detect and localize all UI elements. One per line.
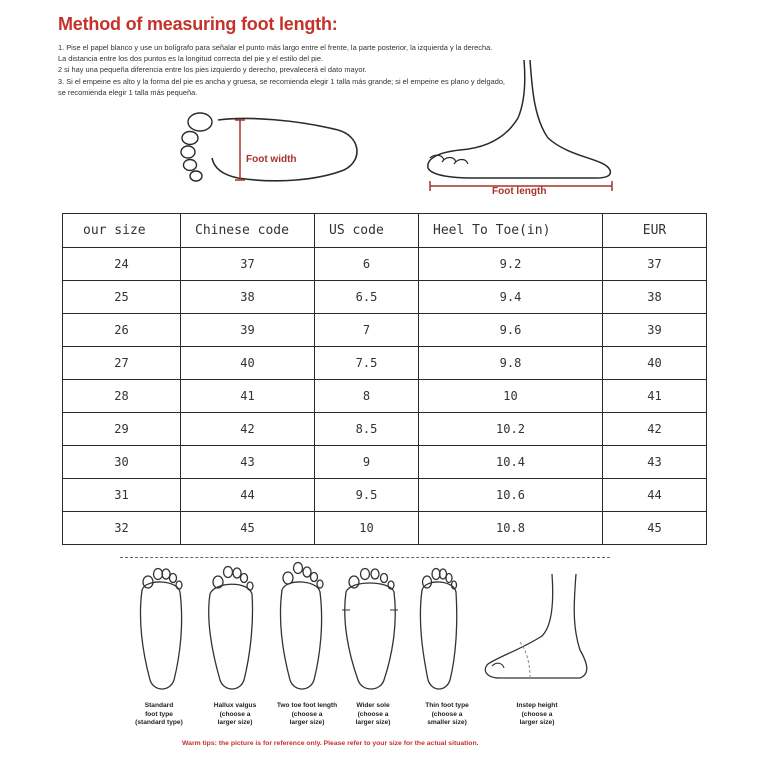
page-title: Method of measuring foot length: bbox=[58, 14, 338, 34]
table-row bbox=[63, 446, 707, 479]
cell-heel-to-toe: 10.2 bbox=[419, 413, 603, 446]
instruction-line: 3. Si el empeine es alto y la forma del pie es ancha y gruesa, se recomienda elegir 1 talla más grande; si el empeine es plano y delgado, bbox=[58, 76, 505, 86]
foot-outline-hallux-valgus bbox=[209, 567, 253, 690]
foot-outline-two-toe bbox=[280, 563, 323, 690]
cell-chinese-code: 38 bbox=[181, 281, 315, 314]
header-us-code: US code bbox=[315, 214, 419, 248]
cell-chinese-code: 41 bbox=[181, 380, 315, 413]
table-row bbox=[63, 380, 707, 413]
foot-type-line: smaller size) bbox=[427, 719, 467, 727]
instruction-line: se recomienda elegir 1 talla más pequeña. bbox=[58, 87, 198, 97]
cell-chinese-code: 45 bbox=[181, 512, 315, 545]
cell-eur: 39 bbox=[603, 314, 707, 347]
cell-our-size: 24 bbox=[63, 248, 181, 281]
foot-type-line: Standard bbox=[144, 702, 174, 709]
cell-our-size: 30 bbox=[63, 446, 181, 479]
foot-type-line: (choose a bbox=[357, 710, 389, 718]
instep-height-illustration bbox=[480, 570, 600, 690]
header-eur: EUR bbox=[603, 214, 707, 248]
cell-us-code: 6 bbox=[315, 248, 419, 281]
cell-eur: 45 bbox=[603, 512, 707, 545]
header-chinese-code: Chinese code bbox=[181, 214, 315, 248]
cell-our-size: 31 bbox=[63, 479, 181, 512]
instruction-line: La distancia entre los dos puntos es la longitud correcta del pie y el estilo del pie. bbox=[58, 54, 323, 64]
table-row bbox=[63, 413, 707, 446]
header-our-size: our size bbox=[63, 214, 181, 248]
cell-chinese-code: 39 bbox=[181, 314, 315, 347]
cell-chinese-code: 37 bbox=[181, 248, 315, 281]
cell-eur: 42 bbox=[603, 413, 707, 446]
foot-type-line: (choose a bbox=[521, 710, 553, 718]
cell-heel-to-toe: 10.6 bbox=[419, 479, 603, 512]
cell-eur: 41 bbox=[603, 380, 707, 413]
cell-us-code: 9 bbox=[315, 446, 419, 479]
cell-us-code: 8 bbox=[315, 380, 419, 413]
cell-chinese-code: 44 bbox=[181, 479, 315, 512]
foot-type-line: foot type bbox=[145, 710, 173, 718]
table-header-row bbox=[63, 214, 707, 248]
foot-types-illustration bbox=[118, 560, 478, 700]
foot-outline-wider-sole bbox=[342, 569, 398, 690]
cell-heel-to-toe: 10.8 bbox=[419, 512, 603, 545]
foot-type-line: Thin foot type bbox=[425, 702, 469, 709]
table-row bbox=[63, 479, 707, 512]
header-heel-to-toe: Heel To Toe(in) bbox=[419, 214, 603, 248]
cell-our-size: 32 bbox=[63, 512, 181, 545]
cell-eur: 40 bbox=[603, 347, 707, 380]
foot-type-line: Hallux valgus bbox=[213, 702, 257, 709]
cell-our-size: 28 bbox=[63, 380, 181, 413]
foot-length-label: Foot length bbox=[492, 186, 547, 197]
table-row bbox=[63, 314, 707, 347]
foot-type-label-wider-sole bbox=[336, 702, 410, 728]
cell-us-code: 7.5 bbox=[315, 347, 419, 380]
foot-type-line: (standard type) bbox=[135, 719, 183, 727]
foot-type-label-thin bbox=[410, 702, 484, 728]
cell-heel-to-toe: 9.2 bbox=[419, 248, 603, 281]
foot-type-label-hallux-valgus bbox=[198, 702, 272, 728]
instruction-line: 1. Pise el papel blanco y use un bolígrafo para señalar el punto más largo entre el frente, la parte posterior, la izquierda y la derecha. bbox=[58, 43, 493, 52]
foot-type-line: Wider sole bbox=[356, 702, 390, 709]
foot-type-line: larger size) bbox=[519, 719, 555, 727]
foot-type-line: Instep height bbox=[516, 702, 558, 709]
foot-type-line: (choose a bbox=[291, 710, 323, 718]
cell-eur: 44 bbox=[603, 479, 707, 512]
table-row bbox=[63, 248, 707, 281]
foot-type-label-instep-height bbox=[500, 702, 574, 728]
foot-type-label-two-toe bbox=[270, 702, 344, 728]
cell-our-size: 26 bbox=[63, 314, 181, 347]
cell-heel-to-toe: 10 bbox=[419, 380, 603, 413]
cell-us-code: 8.5 bbox=[315, 413, 419, 446]
cell-our-size: 25 bbox=[63, 281, 181, 314]
cell-chinese-code: 40 bbox=[181, 347, 315, 380]
foot-sole-illustration bbox=[178, 108, 368, 188]
size-chart-table bbox=[62, 213, 707, 545]
foot-type-line: larger size) bbox=[289, 719, 325, 727]
cell-heel-to-toe: 10.4 bbox=[419, 446, 603, 479]
cell-eur: 43 bbox=[603, 446, 707, 479]
table-row bbox=[63, 281, 707, 314]
foot-type-label-standard bbox=[122, 702, 196, 728]
cell-chinese-code: 43 bbox=[181, 446, 315, 479]
cell-us-code: 9.5 bbox=[315, 479, 419, 512]
warning-note: Warm tips: the picture is for reference only. Please refer to your size for the actual situation. bbox=[182, 740, 479, 747]
foot-width-label: Foot width bbox=[246, 154, 297, 165]
foot-side-illustration bbox=[420, 58, 620, 194]
cell-our-size: 27 bbox=[63, 347, 181, 380]
cell-our-size: 29 bbox=[63, 413, 181, 446]
cell-us-code: 10 bbox=[315, 512, 419, 545]
foot-type-line: Two toe foot length bbox=[276, 702, 338, 709]
measuring-instructions bbox=[58, 42, 758, 98]
foot-type-line: (choose a bbox=[219, 710, 251, 718]
foot-type-line: larger size) bbox=[355, 719, 391, 727]
cell-heel-to-toe: 9.6 bbox=[419, 314, 603, 347]
cell-heel-to-toe: 9.8 bbox=[419, 347, 603, 380]
foot-type-line: larger size) bbox=[217, 719, 253, 727]
table-row bbox=[63, 347, 707, 380]
cell-heel-to-toe: 9.4 bbox=[419, 281, 603, 314]
instruction-line: 2 si hay una pequeña diferencia entre los pies izquierdo y derecho, prevalecerá el dato mayor. bbox=[58, 65, 367, 75]
cell-us-code: 7 bbox=[315, 314, 419, 347]
foot-type-line: (choose a bbox=[431, 710, 463, 718]
table-row bbox=[63, 512, 707, 545]
foot-outline-standard bbox=[140, 569, 182, 690]
dotted-divider bbox=[120, 557, 610, 558]
cell-us-code: 6.5 bbox=[315, 281, 419, 314]
cell-eur: 38 bbox=[603, 281, 707, 314]
cell-chinese-code: 42 bbox=[181, 413, 315, 446]
cell-eur: 37 bbox=[603, 248, 707, 281]
foot-outline-thin bbox=[420, 569, 456, 690]
